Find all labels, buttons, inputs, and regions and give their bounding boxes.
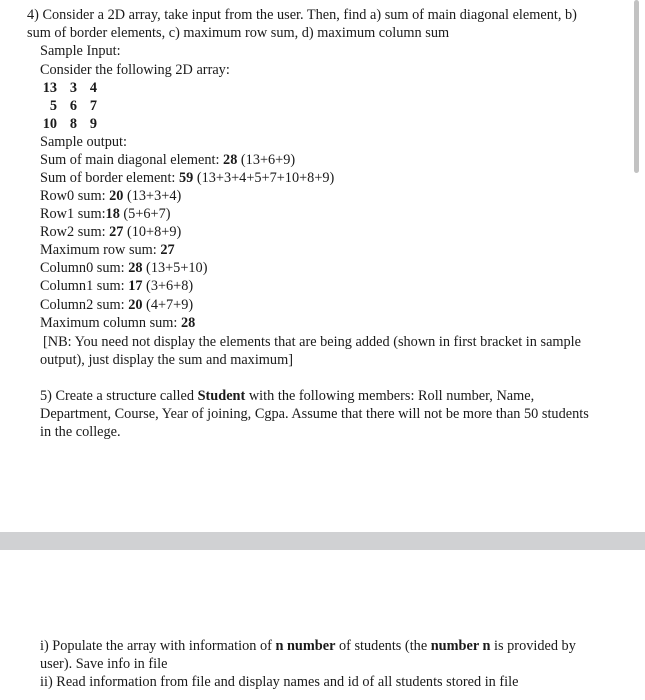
task-i-bold1: n number	[275, 638, 336, 654]
consider-label: Consider the following 2D array:	[40, 62, 230, 78]
matrix-cell: 9	[89, 116, 97, 132]
task-i-post: is provided by	[490, 638, 576, 654]
output-detail: (13+5+10)	[142, 260, 208, 276]
task-i-mid: of students (the	[335, 638, 431, 654]
output-detail: (10+8+9)	[123, 224, 182, 240]
output-detail: (3+6+8)	[142, 278, 194, 294]
output-detail: (13+6+9)	[237, 152, 296, 168]
task-i-pre: i) Populate the array with information of	[40, 638, 276, 654]
output-line	[40, 223, 181, 241]
output-detail: (13+3+4)	[123, 188, 182, 204]
output-label: Column0 sum:	[40, 260, 129, 276]
q5-line3: in the college.	[40, 424, 121, 440]
output-line	[40, 187, 181, 205]
note-line1: [NB: You need not display the elements that are being added (shown in first bracket in sample	[43, 334, 581, 350]
output-line	[40, 151, 295, 169]
output-line	[40, 277, 193, 295]
q5-student-keyword: Student	[197, 388, 246, 404]
output-line	[40, 296, 193, 314]
output-value: 28	[223, 152, 238, 168]
output-label: Maximum column sum:	[40, 315, 181, 331]
matrix-cell: 5	[49, 98, 57, 114]
matrix-row-1	[40, 97, 97, 115]
section-divider	[0, 532, 645, 550]
output-label: Sum of main diagonal element:	[40, 152, 224, 168]
output-detail: (4+7+9)	[142, 297, 194, 313]
q4-line1: 4) Consider a 2D array, take input from the user. Then, find a) sum of main diagonal element, b)	[27, 7, 577, 23]
output-line	[40, 169, 334, 187]
task-ii: ii) Read information from file and display names and id of all students stored in file	[40, 674, 519, 690]
q5-line1-post: with the following members: Roll number, Name,	[245, 388, 535, 404]
task-i-bold2: number n	[430, 638, 491, 654]
output-value: 28	[128, 260, 143, 276]
matrix-cell: 6	[69, 98, 77, 114]
output-value: 17	[128, 278, 143, 294]
matrix-row-2	[40, 115, 97, 133]
output-detail: (13+3+4+5+7+10+8+9)	[193, 170, 335, 186]
output-line	[40, 205, 171, 223]
scrollbar[interactable]	[634, 0, 639, 173]
task-i-line2: user). Save info in file	[40, 656, 168, 672]
output-label: Maximum row sum:	[40, 242, 161, 258]
output-value: 59	[178, 170, 194, 186]
output-line	[40, 259, 207, 277]
sample-input-label: Sample Input:	[40, 43, 121, 59]
output-value: 27	[160, 242, 175, 258]
output-detail: (5+6+7)	[119, 206, 171, 222]
sample-output-label: Sample output:	[40, 134, 127, 150]
q5-line2: Department, Course, Year of joining, Cgpa. Assume that there will not be more than 50 students	[40, 406, 589, 422]
matrix-cell: 4	[89, 80, 97, 96]
q4-line2: sum of border elements, c) maximum row sum, d) maximum column sum	[27, 25, 450, 41]
output-line	[40, 314, 195, 332]
output-value: 20	[109, 188, 124, 204]
output-label: Row1 sum:	[40, 206, 106, 222]
output-label: Column1 sum:	[40, 278, 129, 294]
output-label: Column2 sum:	[40, 297, 129, 313]
q5-line1-pre: 5) Create a structure called	[40, 388, 198, 404]
matrix-cell: 13	[42, 80, 57, 96]
q5-line1	[40, 387, 534, 405]
matrix-cell: 3	[69, 80, 77, 96]
matrix-cell: 10	[42, 116, 57, 132]
output-value: 20	[128, 297, 143, 313]
output-label: Row0 sum:	[40, 188, 110, 204]
matrix-cell: 8	[69, 116, 77, 132]
task-i-line1	[40, 637, 576, 655]
matrix-cell: 7	[89, 98, 97, 114]
matrix-row-0	[40, 79, 97, 97]
output-label: Row2 sum:	[40, 224, 110, 240]
note-line2: output), just display the sum and maximum]	[40, 352, 293, 368]
output-value: 27	[109, 224, 124, 240]
output-value: 18	[105, 206, 120, 222]
output-value: 28	[180, 315, 196, 331]
output-line	[40, 241, 175, 259]
output-label: Sum of border element:	[40, 170, 179, 186]
